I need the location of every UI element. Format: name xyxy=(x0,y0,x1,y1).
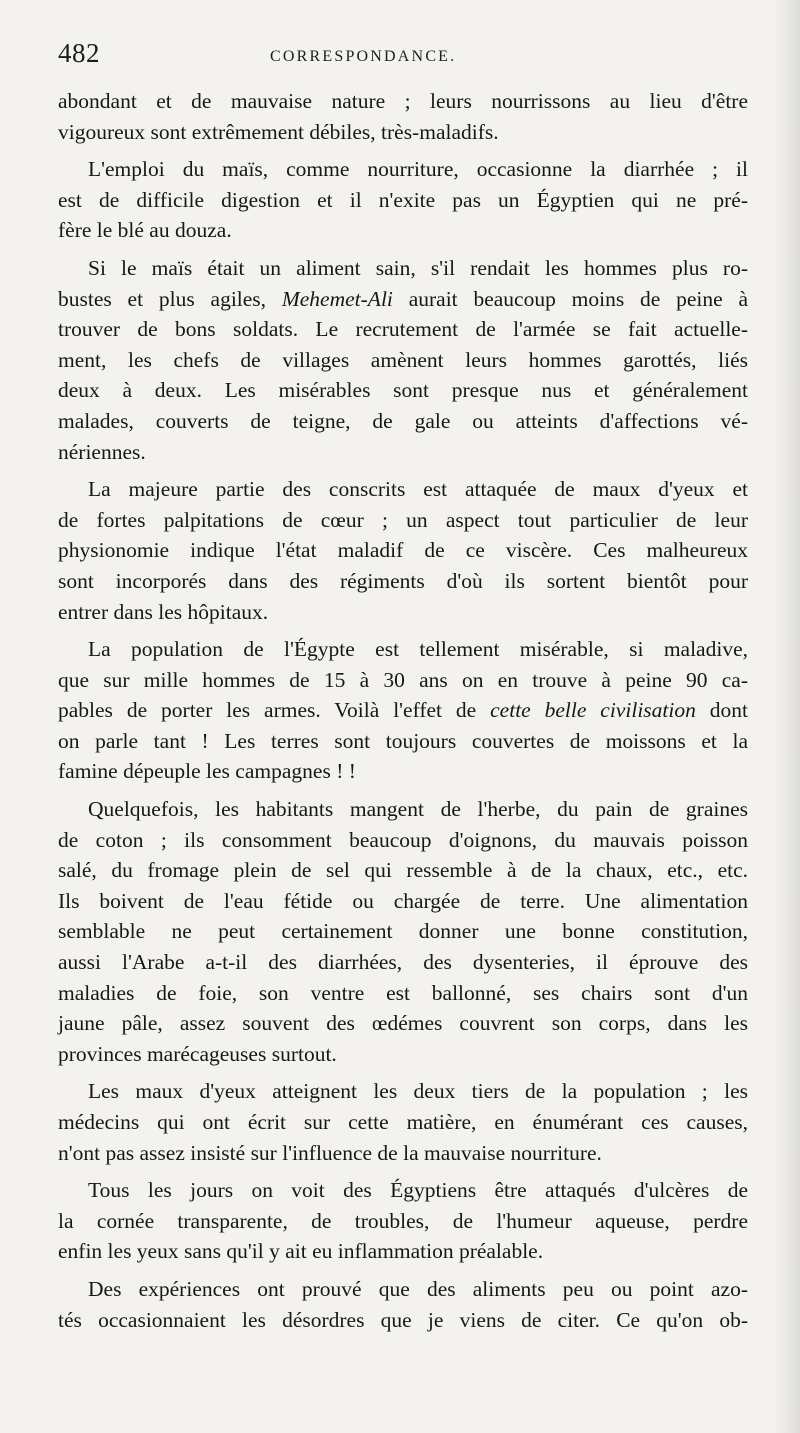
text-line: fère le blé au douza. xyxy=(58,218,232,243)
text-line: est de difficile digestion et il n'exite pas un Égyptien qui ne pré- xyxy=(58,187,748,212)
text-line: Les maux d'yeux atteignent les deux tiers de la population ; les xyxy=(88,1079,748,1104)
text-line: jaune pâle, assez souvent des œdémes couvrent son corps, dans les xyxy=(58,1011,748,1036)
paragraph xyxy=(58,1274,748,1335)
text-line: tés occasionnaient les désordres que je viens de citer. Ce qu'on ob- xyxy=(58,1307,748,1332)
text-line: de coton ; ils consomment beaucoup d'oignons, du mauvais poisson xyxy=(58,827,748,852)
text-line: de fortes palpitations de cœur ; un aspect tout particulier de leur xyxy=(58,507,748,532)
text-line: sont incorporés dans des régiments d'où ils sortent bientôt pour xyxy=(58,568,748,593)
text-line: La majeure partie des conscrits est attaquée de maux d'yeux et xyxy=(88,477,748,502)
text-line: n'ont pas assez insisté sur l'influence de la mauvaise nourriture. xyxy=(58,1140,602,1165)
text-line: Tous les jours on voit des Égyptiens être attaqués d'ulcères de xyxy=(88,1178,748,1203)
text-line: enfin les yeux sans qu'il y ait eu inflammation préalable. xyxy=(58,1239,544,1264)
text-line: abondant et de mauvaise nature ; leurs nourrissons au lieu d'être xyxy=(58,89,748,113)
text-line: provinces marécageuses surtout. xyxy=(58,1041,337,1066)
text-line: trouver de bons soldats. Le recrutement de l'armée se fait actuelle- xyxy=(58,317,748,342)
text-line: ment, les chefs de villages amènent leurs hommes garottés, liés xyxy=(58,347,748,372)
text-line: famine dépeuple les campagnes ! ! xyxy=(58,759,356,784)
text-line: semblable ne peut certainement donner une bonne constitution, xyxy=(58,919,748,944)
text-line: L'emploi du maïs, comme nourriture, occasionne la diarrhée ; il xyxy=(88,157,748,182)
text-line: la cornée transparente, de troubles, de l'humeur aqueuse, perdre xyxy=(58,1208,748,1233)
paragraph xyxy=(58,634,748,787)
italic-name: cette belle civilisation xyxy=(490,698,696,723)
page-header xyxy=(58,38,748,82)
italic-name: Mehemet-Ali xyxy=(281,286,393,311)
text-line: malades, couverts de teigne, de gale ou atteints d'affections vé- xyxy=(58,408,748,433)
paragraph xyxy=(58,1175,748,1267)
text-line: pables de porter les armes. Voilà l'effet de cette belle civilisation dont xyxy=(58,698,748,723)
text-line: physionomie indique l'état maladif de ce viscère. Ces malheureux xyxy=(58,538,748,563)
text-line: aussi l'Arabe a-t-il des diarrhées, des dysenteries, il éprouve des xyxy=(58,950,748,975)
text-line: Si le maïs était un aliment sain, s'il rendait les hommes plus ro- xyxy=(88,255,748,280)
paragraph xyxy=(58,794,748,1069)
text-line: salé, du fromage plein de sel qui ressemble à de la chaux, etc., etc. xyxy=(58,858,748,883)
text-line: maladies de foie, son ventre est ballonné, ses chairs sont d'un xyxy=(58,980,748,1005)
body-text xyxy=(58,86,748,1342)
page-number: 482 xyxy=(58,38,100,68)
text-line: que sur mille hommes de 15 à 30 ans on en trouve à peine 90 ca- xyxy=(58,667,748,692)
text-line: médecins qui ont écrit sur cette matière, en énumérant ces causes, xyxy=(58,1110,748,1134)
paragraph xyxy=(58,1076,748,1168)
text-line: nériennes. xyxy=(58,439,146,464)
text-line: Ils boivent de l'eau fétide ou chargée de terre. Une alimentation xyxy=(58,888,748,913)
page-edge-shadow xyxy=(774,0,800,1433)
paragraph xyxy=(58,86,748,147)
paragraph xyxy=(58,474,748,627)
text-line: entrer dans les hôpitaux. xyxy=(58,599,269,624)
paragraph xyxy=(58,154,748,246)
text-line: Quelquefois, les habitants mangent de l'herbe, du pain de graines xyxy=(88,797,748,822)
running-head: CORRESPONDANCE. xyxy=(270,48,457,65)
text-line: Des expériences ont prouvé que des aliments peu ou point azo- xyxy=(88,1276,748,1301)
text-line: on parle tant ! Les terres sont toujours couvertes de moissons et la xyxy=(58,728,748,753)
text-line: bustes et plus agiles, Mehemet-Ali aurait beaucoup moins de peine à xyxy=(58,286,748,311)
text-line: deux à deux. Les misérables sont presque nus et généralement xyxy=(58,378,748,403)
text-line: vigoureux sont extrêmement débiles, très-maladifs. xyxy=(58,119,499,144)
paragraph xyxy=(58,253,748,467)
text-line: La population de l'Égypte est tellement misérable, si maladive, xyxy=(88,637,748,662)
